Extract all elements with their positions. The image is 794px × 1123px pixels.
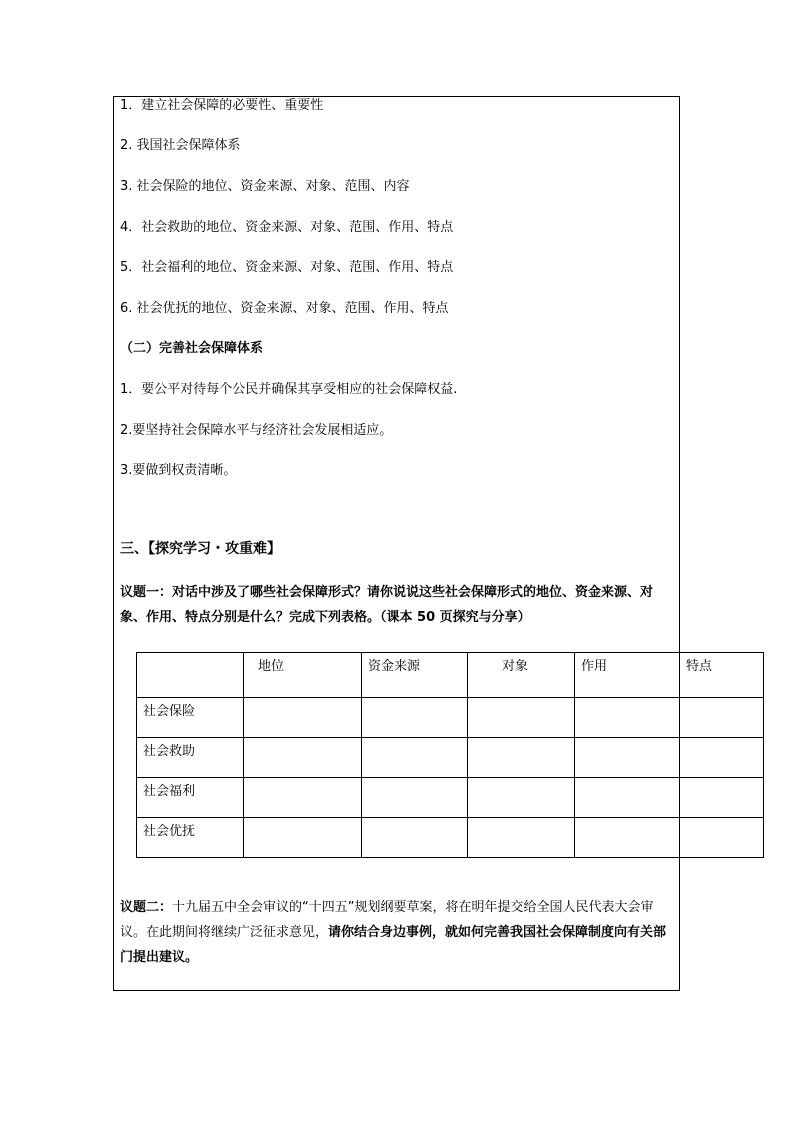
section-title: 三、【探究学习・攻重难】 — [120, 541, 281, 557]
table-cell[interactable] — [362, 698, 468, 738]
subheading: （二）完善社会保障体系 — [120, 341, 264, 356]
row-label: 社会救助 — [137, 738, 244, 778]
measure-item: 3.要做到权责清晰。 — [120, 463, 237, 478]
table-header-row — [137, 653, 764, 698]
table-cell[interactable] — [575, 738, 680, 778]
table-header: 资金来源 — [362, 653, 468, 698]
list-item: 1．建立社会保障的必要性、重要性 — [120, 98, 324, 113]
table-cell[interactable] — [468, 818, 575, 858]
table-row — [137, 818, 764, 858]
topic-two-prompt: 请你结合身边事例，就如何完善我国社会保障制度向有关部门提出建议。 — [120, 925, 667, 965]
measure-item: 2.要坚持社会保障水平与经济社会发展相适应。 — [120, 423, 393, 438]
topic-two — [120, 895, 676, 970]
list-item: 4．社会救助的地位、资金来源、对象、范围、作用、特点 — [120, 220, 454, 235]
topic-one: 议题一：对话中涉及了哪些社会保障形式？请你说说这些社会保障形式的地位、资金来源、对象、作用、特点分别是什么？完成下列表格。（课本 50 页探究与分享） — [120, 585, 654, 625]
table-cell[interactable] — [680, 818, 764, 858]
row-label: 社会优抚 — [137, 818, 244, 858]
row-label: 社会福利 — [137, 778, 244, 818]
table-row — [137, 698, 764, 738]
table-cell[interactable] — [244, 778, 362, 818]
table-cell[interactable] — [244, 698, 362, 738]
topic-two-label: 议题二： — [120, 900, 173, 915]
row-label: 社会保险 — [137, 698, 244, 738]
table-cell[interactable] — [244, 738, 362, 778]
table-header: 对象 — [468, 653, 575, 698]
table-header: 地位 — [244, 653, 362, 698]
table-cell[interactable] — [362, 738, 468, 778]
table-cell[interactable] — [680, 698, 764, 738]
table-cell[interactable] — [468, 778, 575, 818]
table-cell[interactable] — [680, 778, 764, 818]
table-cell[interactable] — [468, 698, 575, 738]
list-item: 3. 社会保险的地位、资金来源、对象、范围、内容 — [120, 179, 410, 194]
table-cell[interactable] — [575, 698, 680, 738]
topic-two-text: 十九届五中全会审议的“十四五”规划纲要草案，将在明年提交给全国人民代表大会审议。在此期间将继续广泛征求意见， — [120, 900, 654, 940]
table-header: 作用 — [575, 653, 680, 698]
table-header — [137, 653, 244, 698]
measure-item: 1．要公平对待每个公民并确保其享受相应的社会保障权益. — [120, 382, 458, 397]
table-cell[interactable] — [575, 818, 680, 858]
list-item: 2. 我国社会保障体系 — [120, 138, 241, 153]
list-item: 6. 社会优抚的地位、资金来源、对象、范围、作用、特点 — [120, 301, 449, 316]
table-cell[interactable] — [362, 818, 468, 858]
table-cell[interactable] — [362, 778, 468, 818]
table-header: 特点 — [680, 653, 764, 698]
table-row — [137, 778, 764, 818]
comparison-table — [136, 652, 764, 858]
list-item: 5．社会福利的地位、资金来源、对象、范围、作用、特点 — [120, 260, 454, 275]
table-row — [137, 738, 764, 778]
table-cell[interactable] — [680, 738, 764, 778]
table-cell[interactable] — [244, 818, 362, 858]
table-cell[interactable] — [575, 778, 680, 818]
table-cell[interactable] — [468, 738, 575, 778]
